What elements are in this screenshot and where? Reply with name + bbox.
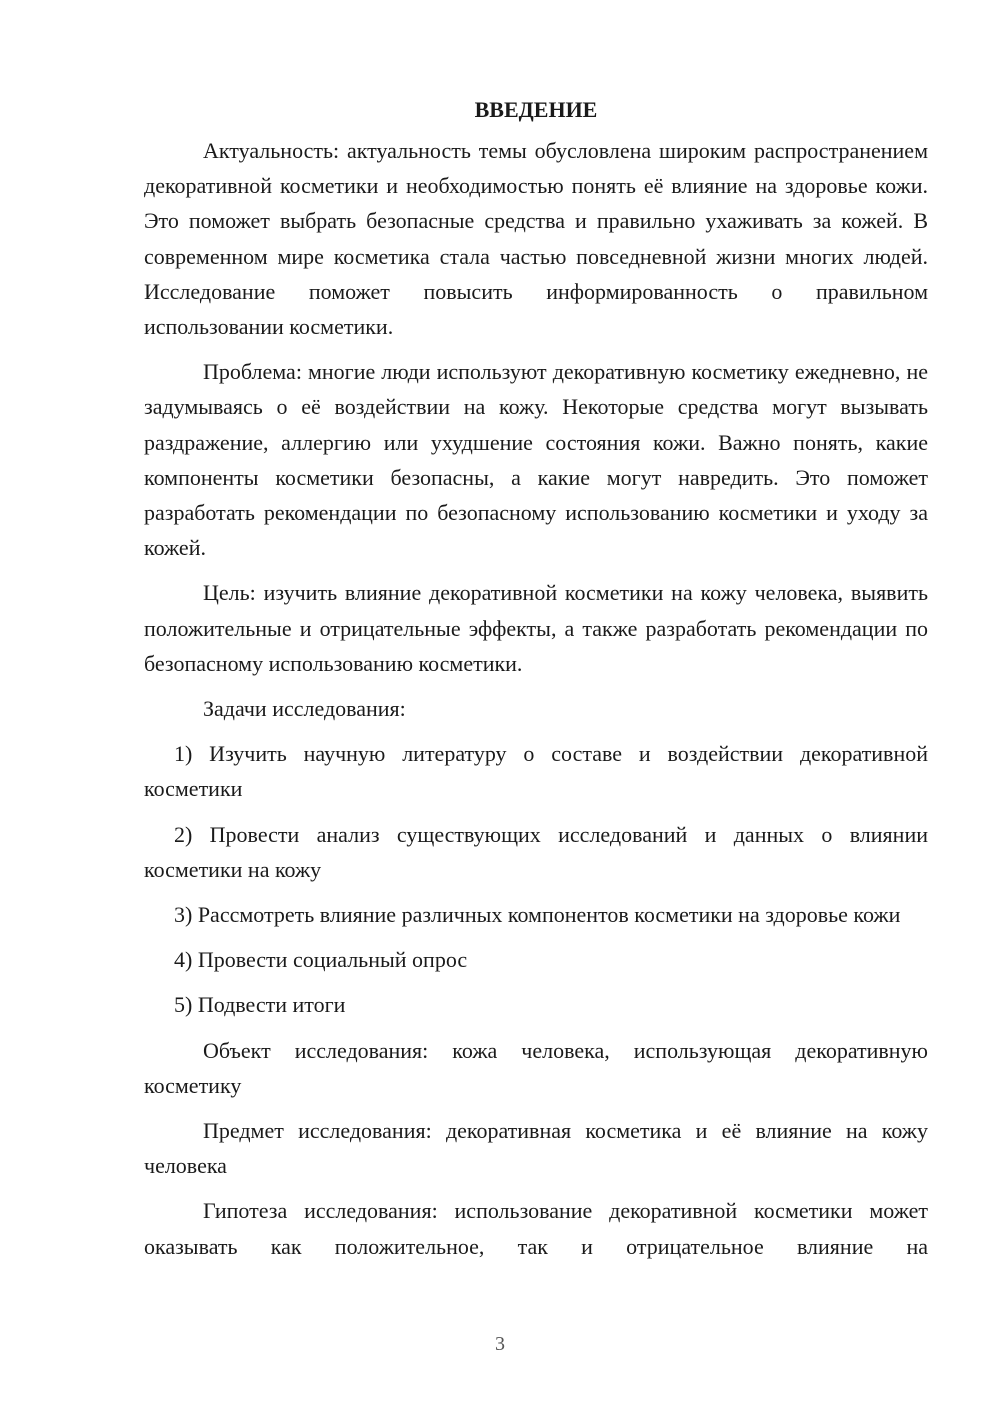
section-heading: ВВЕДЕНИЕ (474, 97, 598, 122)
paragraph-hypothesis: Гипотеза исследования: использование декоративной косметики может оказывать как положительное, так и отрицательное влияние на (144, 1198, 928, 1259)
task-item: 5) Подвести итоги (174, 992, 346, 1018)
task-item: 4) Провести социальный опрос (174, 947, 468, 973)
paragraph-problem: Проблема: многие люди используют декоративную косметику ежедневно, не задумываясь о её воздействии на кожу. Некоторые средства могут вызывать раздражение, аллергию или ухудшение состояния кожи. Важно понять, какие компоненты косметики безопасны, а какие могут навредить. Это поможет разработать рекомендации по безопасному использованию косметики и уходу за кожей. (144, 359, 928, 561)
document-page (144, 92, 928, 1274)
paragraph-goal: Цель: изучить влияние декоративной косметики на кожу человека, выявить положительные и отрицательные эффекты, а также разработать рекомендации по безопасному использованию косметики. (144, 580, 928, 676)
tasks-title: Задачи исследования: (203, 696, 406, 722)
task-item: 2) Провести анализ существующих исследований и данных о влиянии косметики на кожу (144, 821, 928, 882)
paragraph-object: Объект исследования: кожа человека, использующая декоративную косметику (144, 1037, 928, 1098)
paragraph-subject: Предмет исследования: декоративная косметика и её влияние на кожу человека (144, 1118, 928, 1179)
paragraph-relevance: Актуальность: актуальность темы обусловлена широким распространением декоративной косметики и необходимостью понять её влияние на здоровье кожи. Это поможет выбрать безопасные средства и правильно ухаживать за кожей. В современном мире косметика стала частью повседневной жизни многих людей. Исследование поможет повысить информированность о правильном использовании косметики. (144, 138, 928, 340)
page-number: 3 (495, 1333, 505, 1355)
task-item: 1) Изучить научную литературу о составе и воздействии декоративной косметики (144, 741, 928, 802)
task-item: 3) Рассмотреть влияние различных компонентов косметики на здоровье кожи (174, 902, 901, 928)
